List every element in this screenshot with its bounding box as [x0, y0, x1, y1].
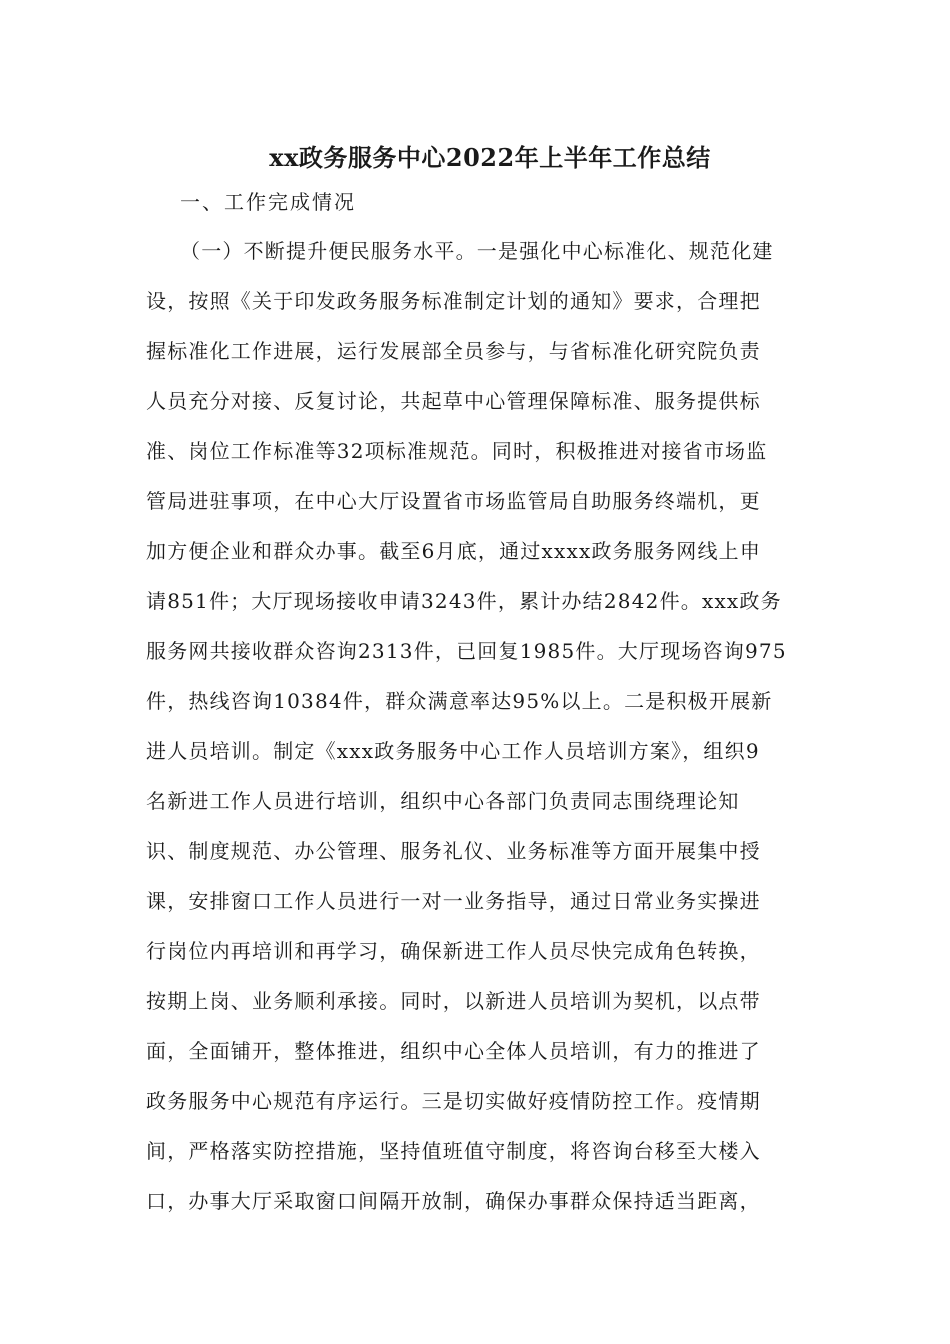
paragraph-line: 面，全面铺开，整体推进，组织中心全体人员培训，有力的推进了	[146, 1039, 761, 1063]
paragraph-line: 口，办事大厅采取窗口间隔开放制，确保办事群众保持适当距离，	[146, 1189, 761, 1213]
paragraph-line: 准、岗位工作标准等32项标准规范。同时，积极推进对接省市场监	[146, 439, 768, 463]
paragraph-line: 件，热线咨询10384件，群众满意率达95%以上。二是积极开展新	[146, 689, 773, 713]
paragraph-line: 人员充分对接、反复讨论，共起草中心管理保障标准、服务提供标	[146, 389, 761, 413]
paragraph-line: 设，按照《关于印发政务服务标准制定计划的通知》要求，合理把	[146, 289, 761, 313]
paragraph-line: 加方便企业和群众办事。截至6月底，通过xxxx政务服务网线上申	[146, 539, 762, 563]
section-heading: 一、工作完成情况	[180, 190, 356, 214]
paragraph-line: 名新进工作人员进行培训，组织中心各部门负责同志围绕理论知	[146, 789, 740, 813]
paragraph-line: 管局进驻事项，在中心大厅设置省市场监管局自助服务终端机，更	[146, 489, 761, 513]
paragraph-line: 行岗位内再培训和再学习，确保新进工作人员尽快完成角色转换，	[146, 939, 761, 963]
paragraph-line: 识、制度规范、办公管理、服务礼仪、业务标准等方面开展集中授	[146, 839, 761, 863]
paragraph-line: 进人员培训。制定《xxx政务服务中心工作人员培训方案》，组织9	[146, 739, 760, 763]
paragraph-line: （一）不断提升便民服务水平。一是强化中心标准化、规范化建	[180, 239, 774, 263]
paragraph-line: 间，严格落实防控措施，坚持值班值守制度，将咨询台移至大楼入	[146, 1139, 761, 1163]
paragraph-line: 按期上岗、业务顺利承接。同时，以新进人员培训为契机，以点带	[146, 989, 761, 1013]
paragraph-line: 请851件；大厅现场接收申请3243件，累计办结2842件。xxx政务	[146, 589, 782, 613]
paragraph-line: 握标准化工作进展，运行发展部全员参与，与省标准化研究院负责	[146, 339, 761, 363]
document-title: xx政务服务中心2022年上半年工作总结	[269, 143, 711, 172]
paragraph-line: 课，安排窗口工作人员进行一对一业务指导，通过日常业务实操进	[146, 889, 761, 913]
paragraph-line: 服务网共接收群众咨询2313件，已回复1985件。大厅现场咨询975	[146, 639, 787, 663]
paragraph-line: 政务服务中心规范有序运行。三是切实做好疫情防控工作。疫情期	[146, 1089, 761, 1113]
